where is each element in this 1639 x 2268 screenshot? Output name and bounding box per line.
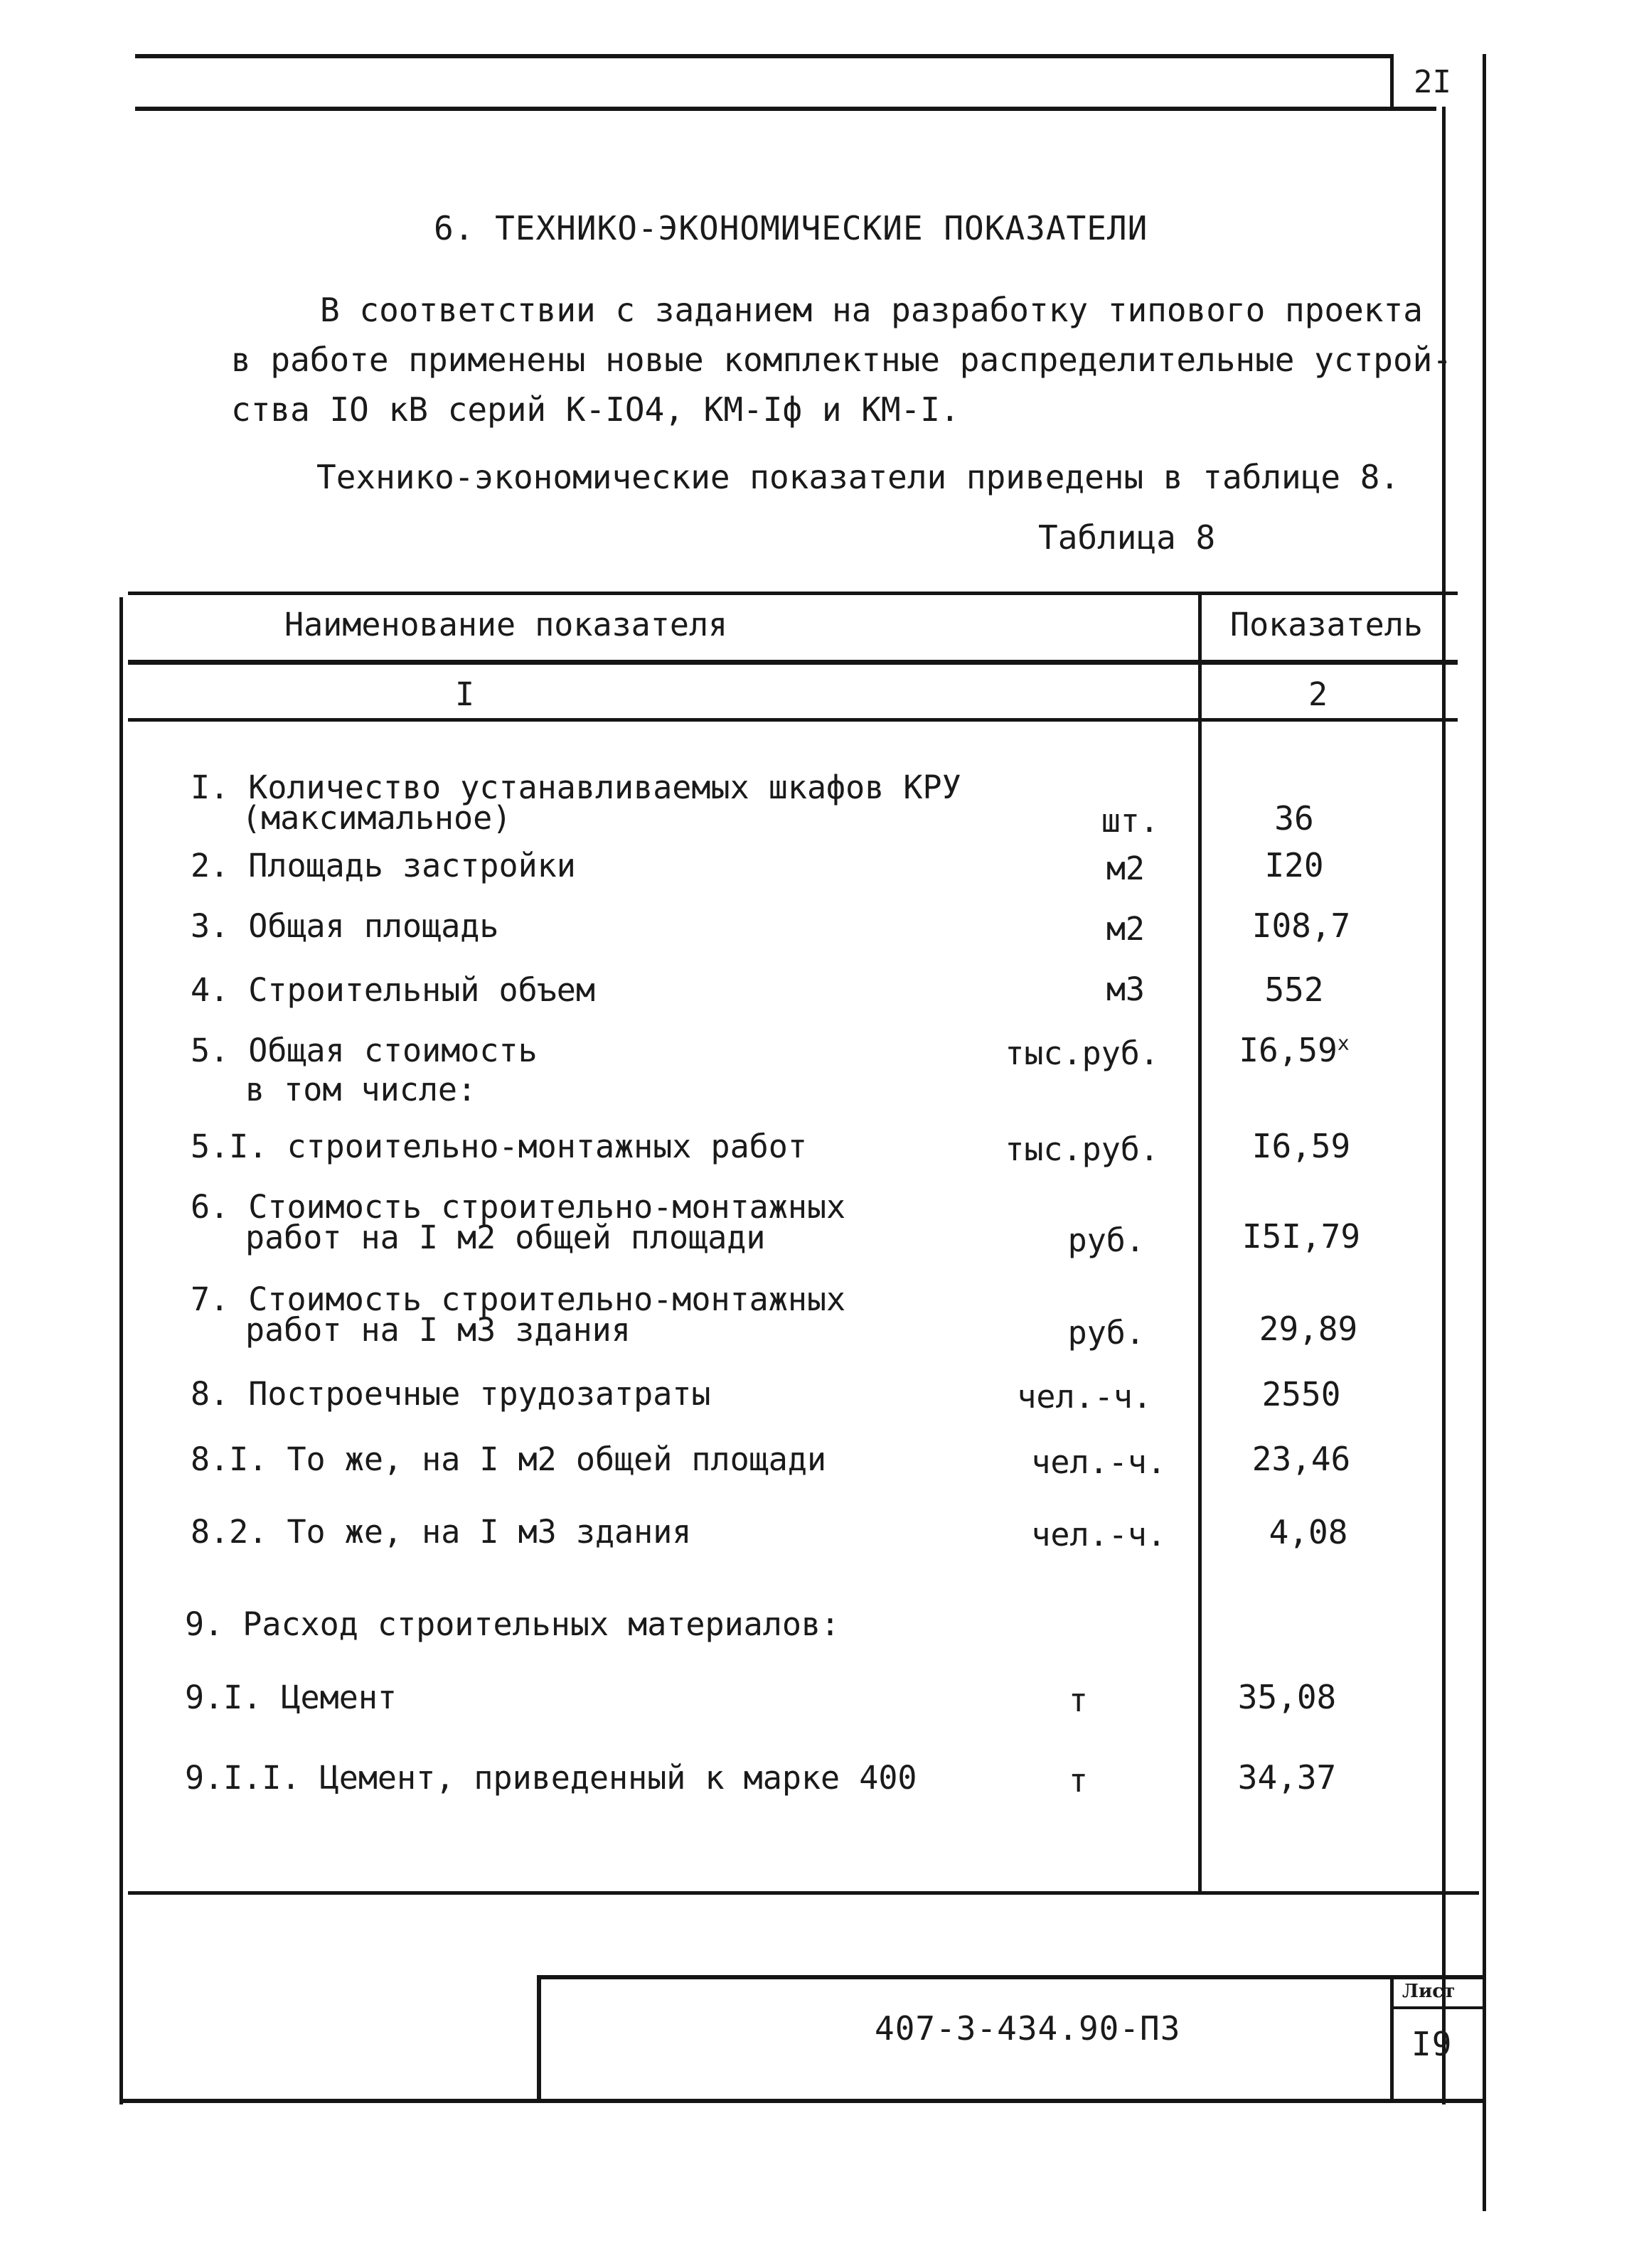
row-5-unit: тыс.руб. xyxy=(1005,1034,1159,1072)
frame-right-inner xyxy=(1442,107,1446,2104)
row-8-1-name: 8.I. То же, на I м2 общей площади xyxy=(191,1440,827,1478)
row-5-value-mark: x xyxy=(1337,1031,1350,1055)
row-7-unit: руб. xyxy=(1067,1314,1145,1352)
frame-left-line xyxy=(119,597,123,2104)
row-7-name2: работ на I м3 здания xyxy=(245,1311,631,1349)
row-5-name2: в том числе: xyxy=(245,1071,477,1108)
row-9-1-1-name: 9.I.I. Цемент, приведенный к марке 400 xyxy=(185,1759,917,1797)
table-bottom-line xyxy=(128,1891,1479,1895)
page-box-left xyxy=(1390,54,1394,111)
frame-right-outer xyxy=(1483,107,1486,2211)
row-8-1-value: 23,46 xyxy=(1251,1440,1351,1478)
row-7-value: 29,89 xyxy=(1259,1310,1358,1348)
row-5-name: 5. Общая стоимость xyxy=(191,1032,538,1069)
row-5-1-name: 5.I. строительно-монтажных работ xyxy=(191,1128,807,1165)
row-6-value: I5I,79 xyxy=(1242,1217,1361,1256)
row-9-1-value: 35,08 xyxy=(1237,1678,1337,1716)
stamp-sheet-number: I9 xyxy=(1411,2025,1453,2063)
frame-bottom-line xyxy=(119,2099,1485,2103)
row-4-name: 4. Строительный объем xyxy=(191,971,595,1009)
stamp-code: 407-3-434.90-ПЗ xyxy=(875,2009,1181,2048)
row-9-1-name: 9.I. Цемент xyxy=(185,1679,397,1716)
row-5-1-value: I6,59 xyxy=(1251,1127,1351,1165)
row-8-2-unit: чел.-ч. xyxy=(1031,1516,1166,1553)
table-top-line xyxy=(128,592,1458,595)
header-name: Наименование показателя xyxy=(284,606,728,643)
table-colnum-line xyxy=(128,718,1458,722)
row-5-value: I6,59 xyxy=(1239,1031,1338,1069)
row-5-1-unit: тыс.руб. xyxy=(1005,1130,1159,1168)
row-9-name: 9. Расход строительных материалов: xyxy=(185,1605,840,1643)
page-number: 2I xyxy=(1414,64,1451,100)
row-6-name: 6. Стоимость строительно-монтажных xyxy=(191,1188,846,1226)
row-3-value: I08,7 xyxy=(1251,906,1351,945)
stamp-sheet-label: Лист xyxy=(1402,1981,1456,2002)
row-4-unit: м3 xyxy=(1106,970,1145,1008)
row-8-name: 8. Построечные трудозатраты xyxy=(191,1375,711,1413)
table-header-line xyxy=(128,660,1458,665)
page-box-right xyxy=(1483,54,1486,111)
row-9-1-1-unit: т xyxy=(1068,1762,1088,1799)
stamp-sheet-label-line xyxy=(1390,2006,1483,2009)
row-4-value: 552 xyxy=(1264,970,1324,1009)
frame-top-line xyxy=(135,54,1394,58)
stamp-top-line xyxy=(537,1975,1483,1979)
intro-line-3: ства IO кВ серий К-IO4, КМ-Iф и КМ-I. xyxy=(231,390,960,429)
row-3-unit: м2 xyxy=(1106,910,1145,948)
row-7-name: 7. Стоимость строительно-монтажных xyxy=(191,1280,846,1318)
intro-line-1: В соответствии с заданием на разработку типового проекта xyxy=(320,291,1423,329)
table-caption: Таблица 8 xyxy=(1038,518,1216,557)
row-8-2-name: 8.2. То же, на I м3 здания xyxy=(191,1513,692,1551)
header-value: Показатель xyxy=(1230,606,1423,643)
row-6-unit: руб. xyxy=(1067,1221,1145,1259)
row-2-unit: м2 xyxy=(1106,850,1145,887)
colnum-2: 2 xyxy=(1308,675,1328,713)
row-1-value: 36 xyxy=(1274,799,1314,838)
row-5-value-cell xyxy=(1187,1031,1401,1069)
stamp-left-line xyxy=(537,1975,541,2103)
row-8-1-unit: чел.-ч. xyxy=(1031,1443,1166,1481)
row-8-2-value: 4,08 xyxy=(1269,1513,1348,1551)
row-8-unit: чел.-ч. xyxy=(1017,1378,1152,1416)
row-3-name: 3. Общая площадь xyxy=(191,907,499,945)
row-2-value: I20 xyxy=(1264,846,1324,884)
row-9-1-1-value: 34,37 xyxy=(1237,1758,1337,1797)
intro-line-4: Технико-экономические показатели приведены в таблице 8. xyxy=(316,458,1400,496)
stamp-sheet-divider xyxy=(1390,1975,1394,2103)
row-1-unit: шт. xyxy=(1101,802,1159,840)
frame-second-line xyxy=(135,107,1436,111)
row-1-name: I. Количество устанавливаемых шкафов КРУ xyxy=(191,769,961,806)
colnum-1: I xyxy=(455,675,475,713)
section-title: 6. ТЕХНИКО-ЭКОНОМИЧЕСКИЕ ПОКАЗАТЕЛИ xyxy=(434,209,1148,247)
row-1-name2: (максимальное) xyxy=(242,799,512,837)
row-2-name: 2. Площадь застройки xyxy=(191,847,576,884)
row-6-name2: работ на I м2 общей площади xyxy=(245,1219,766,1256)
row-8-value: 2550 xyxy=(1261,1375,1341,1413)
row-9-1-unit: т xyxy=(1068,1681,1088,1719)
intro-line-2: в работе применены новые комплектные распределительные устрой- xyxy=(231,341,1453,379)
